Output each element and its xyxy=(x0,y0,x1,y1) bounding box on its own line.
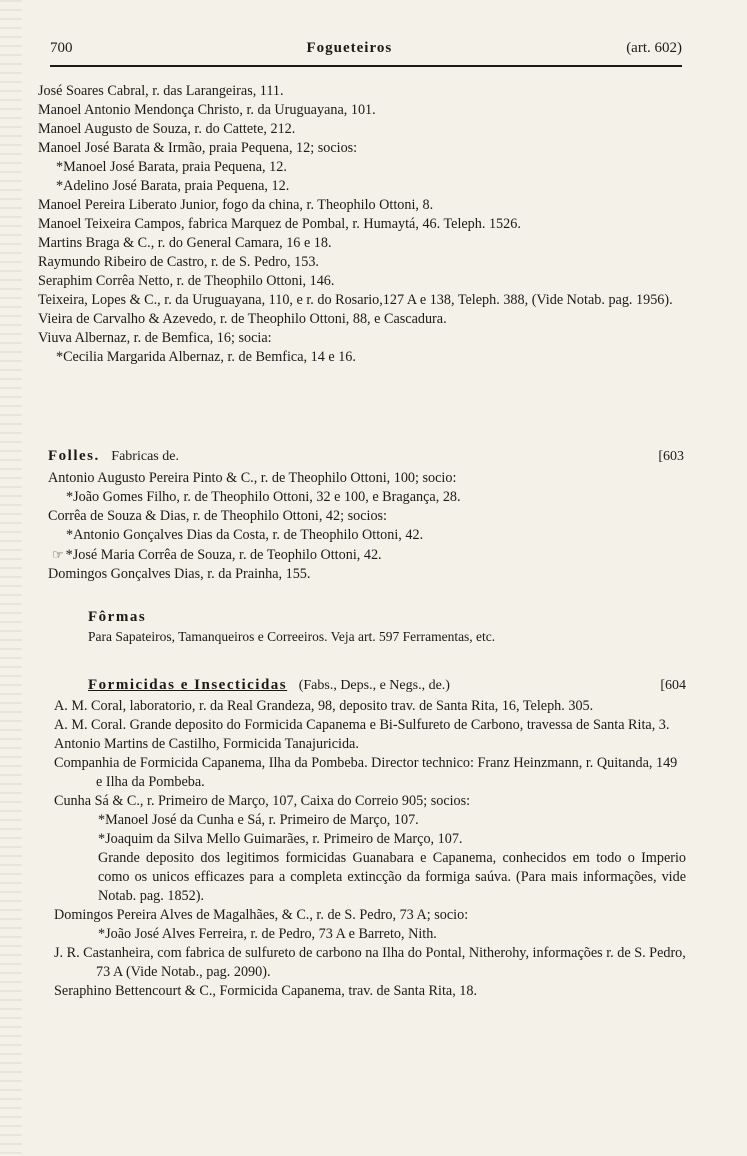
list-item: *Cecilia Margarida Albernaz, r. de Bemfica, 14 e 16. xyxy=(56,349,356,365)
section-note: Para Sapateiros, Tamanqueiros e Correeiros. Veja art. 597 Ferramentas, etc. xyxy=(88,629,496,644)
page-number: 700 xyxy=(50,40,73,56)
list-item: Manoel Augusto de Souza, r. do Cattete, 212. xyxy=(38,121,296,137)
article-reference: (art. 602) xyxy=(626,40,682,56)
list-item: Cunha Sá & C., r. Primeiro de Março, 107, Caixa do Correio 905; socios: xyxy=(54,793,471,809)
list-item: Seraphino Bettencourt & C., Formicida Capanema, trav. de Santa Rita, 18. xyxy=(54,983,478,999)
list-item: Antonio Martins de Castilho, Formicida Tanajuricida. xyxy=(54,736,359,752)
list-item: Raymundo Ribeiro de Castro, r. de S. Pedro, 153. xyxy=(38,254,319,270)
list-item: *Adelino José Barata, praia Pequena, 12. xyxy=(56,178,290,194)
pointing-hand-icon: ☞ xyxy=(52,547,64,562)
list-item: A. M. Coral. Grande deposito do Formicida Capanema e Bi-Sulfureto de Carbono, travessa de Santa Rita, 3. xyxy=(54,717,670,733)
list-item: Vieira de Carvalho & Azevedo, r. de Theophilo Ottoni, 88, e Cascadura. xyxy=(38,311,447,327)
list-item: *Manoel José da Cunha e Sá, r. Primeiro de Março, 107. xyxy=(98,812,419,828)
list-item: Companhia de Formicida Capanema, Ilha da Pombeba. Director technico: Franz Heinzmann, r. Quitanda, 149 e Ilha da Pombeba. xyxy=(54,755,678,790)
list-item: *Joaquim da Silva Mello Guimarães, r. Primeiro de Março, 107. xyxy=(98,831,463,847)
list-item xyxy=(48,545,684,565)
page-header xyxy=(50,40,682,62)
list-item: Manoel José Barata & Irmão, praia Pequena, 12; socios: xyxy=(38,140,358,156)
list-item-text: *José Maria Corrêa de Souza, r. de Teophilo Ottoni, 42. xyxy=(65,547,382,563)
folles-section xyxy=(48,447,684,584)
list-item: Manoel Antonio Mendonça Christo, r. da Uruguayana, 101. xyxy=(38,102,376,118)
section-title: Formicidas e Insecticidas xyxy=(88,677,288,693)
page-title: Fogueteiros xyxy=(306,40,393,56)
list-item: Antonio Augusto Pereira Pinto & C., r. de Theophilo Ottoni, 100; socio: xyxy=(48,470,457,486)
list-item: Manoel Pereira Liberato Junior, fogo da china, r. Theophilo Ottoni, 8. xyxy=(38,197,434,213)
section-heading xyxy=(88,608,684,627)
header-rule xyxy=(50,65,682,67)
list-item: Grande deposito dos legitimos formicidas Guanabara e Capanema, conhecidos em todo o Imperio como os unicos efficazes para a completa extincção da formiga saúva. (Para mais informações, vide Notab. pag. 1852). xyxy=(98,850,686,904)
list-item: Domingos Pereira Alves de Magalhães, & C., r. de S. Pedro, 73 A; socio: xyxy=(54,907,469,923)
list-item: *João Gomes Filho, r. de Theophilo Ottoni, 32 e 100, e Bragança, 28. xyxy=(66,489,461,505)
section-number: [604 xyxy=(660,678,686,693)
list-item: Teixeira, Lopes & C., r. da Uruguayana, 110, e r. do Rosario,127 A e 138, Teleph. 388, (Vide Notab. pag. 1956). xyxy=(38,292,673,308)
section-heading xyxy=(54,676,686,695)
formicidas-section xyxy=(54,676,686,1001)
list-item: Martins Braga & C., r. do General Camara, 16 e 18. xyxy=(38,235,332,251)
list-item: Viuva Albernaz, r. de Bemfica, 16; socia: xyxy=(38,330,272,346)
fogueteiros-list xyxy=(38,82,688,367)
section-subtitle: Fabricas de. xyxy=(111,449,179,464)
section-subtitle: (Fabs., Deps., e Negs., de.) xyxy=(298,678,450,693)
section-title: Fôrmas xyxy=(88,609,147,625)
formas-section xyxy=(88,608,684,646)
section-heading xyxy=(48,447,684,466)
list-item: Domingos Gonçalves Dias, r. da Prainha, 155. xyxy=(48,566,311,582)
list-item: *Manoel José Barata, praia Pequena, 12. xyxy=(56,159,287,175)
list-item: Seraphim Corrêa Netto, r. de Theophilo Ottoni, 146. xyxy=(38,273,335,289)
list-item: Manoel Teixeira Campos, fabrica Marquez de Pombal, r. Humaytá, 46. Teleph. 1526. xyxy=(38,216,521,232)
list-item: J. R. Castanheira, com fabrica de sulfureto de carbono na Ilha do Pontal, Nitherohy, informações r. de S. Pedro, 73 A (Vide Notab., pag. 2090). xyxy=(54,945,686,980)
list-item: Corrêa de Souza & Dias, r. de Theophilo Ottoni, 42; socios: xyxy=(48,508,388,524)
scan-edge-noise xyxy=(0,0,22,1156)
list-item: *Antonio Gonçalves Dias da Costa, r. de Theophilo Ottoni, 42. xyxy=(66,527,424,543)
list-item: *João José Alves Ferreira, r. de Pedro, 73 A e Barreto, Nith. xyxy=(98,926,437,942)
list-item: A. M. Coral, laboratorio, r. da Real Grandeza, 98, deposito trav. de Santa Rita, 16, Teleph. 305. xyxy=(54,698,594,714)
section-number: [603 xyxy=(658,449,684,464)
section-title: Folles. xyxy=(48,448,100,464)
list-item: José Soares Cabral, r. das Larangeiras, 111. xyxy=(38,83,284,99)
